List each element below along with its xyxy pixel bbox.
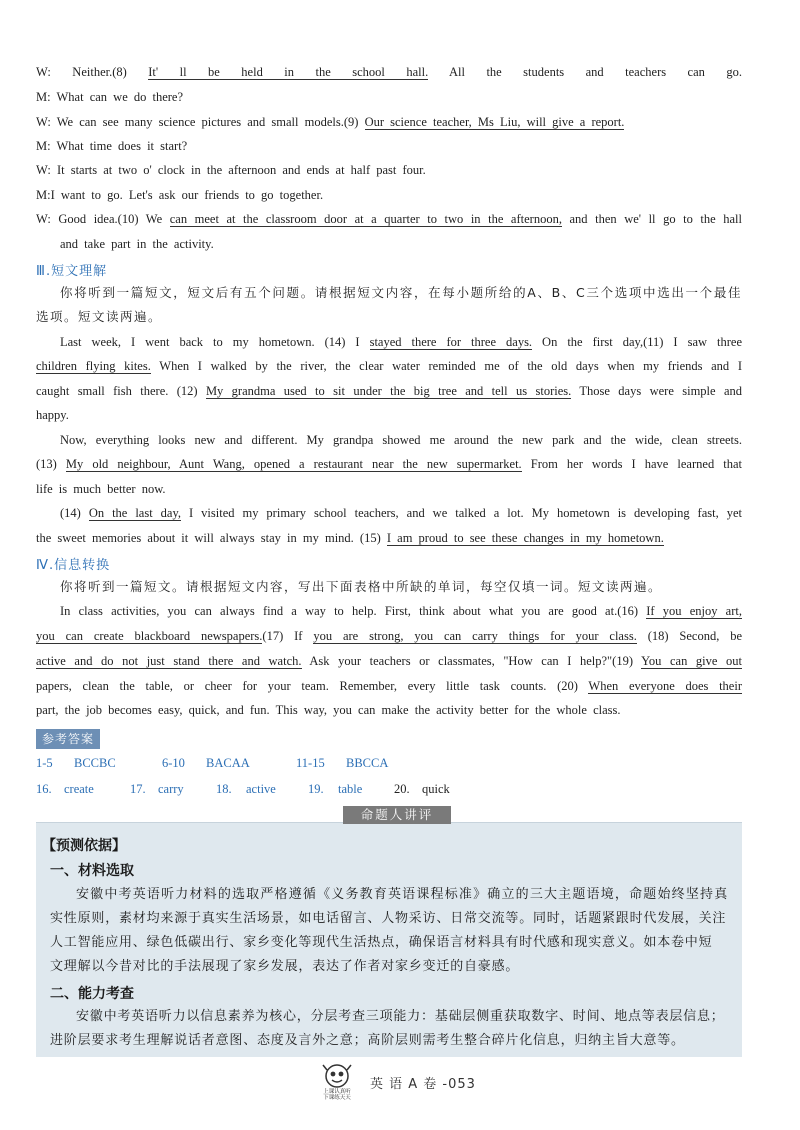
passage-line: part, the job becomes easy, quick, and fun. This way, you can make the activity better for the whole class. bbox=[36, 703, 621, 717]
dialogue-line: M: What can we do there? bbox=[36, 90, 184, 104]
svg-text:下课练天天: 下课练天天 bbox=[323, 1095, 351, 1100]
section-title: Ⅳ.信息转换 bbox=[36, 558, 111, 573]
section-instruction: 你将听到一篇短文。请根据短文内容，写出下面表格中所缺的单词，每空仅填一词。短文读两遍。 bbox=[60, 579, 663, 594]
dialogue-line: W: Good idea.(10) We can meet at the classroom door at a quarter to two in the afternoon, and then we' ll go to the hall bbox=[36, 212, 742, 226]
answer-number: 17. bbox=[130, 782, 146, 796]
commentary-subheading: 一、材料选取 bbox=[50, 863, 134, 879]
commentary-tag: 命题人讲评 bbox=[343, 806, 451, 824]
passage-line: Last week, I went back to my hometown. (14) I stayed there for three days. On the first day,(11) I saw three bbox=[60, 335, 742, 349]
commentary-paragraph: 安徽中考英语听力以信息素养为核心，分层考查三项能力：基础层侧重获取数字、时间、地点等表层信息； 进阶层要求考生理解说话者意图、态度及言外之意；高阶层则需考生整合碎片化信息，归纳主旨大意等。 bbox=[50, 1009, 725, 1048]
svg-text:上课认真听: 上课认真听 bbox=[323, 1089, 351, 1095]
section-title: Ⅲ.短文理解 bbox=[36, 264, 108, 279]
dialogue-line: W: It starts at two o' clock in the afternoon and ends at half past four. bbox=[36, 163, 426, 177]
commentary-panel bbox=[36, 822, 742, 1057]
answer-value: create bbox=[64, 782, 94, 796]
dialogue-line: W: Neither.(8) It' ll be held in the school hall. All the students and teachers can go. bbox=[36, 65, 743, 79]
answer-value: active bbox=[246, 782, 276, 796]
answer-number: 19. bbox=[308, 782, 324, 796]
commentary-paragraph: 安徽中考英语听力材料的选取严格遵循《义务教育英语课程标准》确立的三大主题语境，命题始终坚持真 实性原则，素材均来源于真实生活场景，如电话留言、人物采访、日常交流等。同时，话题紧跟时代发展，关注 人工智能应用、绿色低碳出行、家乡变化等现代生活热点，确保语言材料具有时代感和现实意义。如本卷中短 文理解以今昔对比的手法展现了家乡发展，表达了作者对家乡变迁的自豪感。 bbox=[50, 887, 728, 974]
answer-range: 6-10 bbox=[162, 756, 185, 770]
mascot-logo-icon bbox=[312, 1062, 362, 1100]
passage-line: Now, everything looks new and different. My grandpa showed me around the new park and the wide, clean streets. bbox=[60, 433, 742, 447]
passage-line: active and do not just stand there and watch. Ask your teachers or classmates, "How can I help?"(19) You can give out bbox=[36, 654, 742, 668]
passage-line: you can create blackboard newspapers.(17) If you are strong, you can carry things for your class. (18) Second, be bbox=[36, 629, 743, 643]
passage-line: happy. bbox=[36, 408, 69, 422]
dialogue-line: M:I want to go. Let's ask our friends to go together. bbox=[36, 188, 324, 202]
answer-value: BACAA bbox=[206, 756, 250, 770]
dialogue-line: and take part in the activity. bbox=[60, 237, 214, 251]
answer-range: 1-5 bbox=[36, 756, 53, 770]
answer-number: 16. bbox=[36, 782, 52, 796]
passage-line: papers, clean the table, or cheer for your team. Remember, every little task counts. (20) When everyone does their bbox=[36, 679, 742, 693]
passage-line: In class activities, you can always find a way to help. First, think about what you are good at.(16) If you enjoy art, bbox=[60, 604, 742, 618]
dialogue-line: W: We can see many science pictures and small models.(9) Our science teacher, Ms Liu, will give a report. bbox=[36, 115, 625, 129]
section-instruction: 你将听到一篇短文，短文后有五个问题。请根据短文内容，在每小题所给的A、B、C三个选项中选出一个最佳 bbox=[60, 285, 742, 300]
dialogue-line: M: What time does it start? bbox=[36, 139, 188, 153]
passage-line: children flying kites. When I walked by the river, the clear water reminded me of the old days when my friends and I bbox=[36, 359, 742, 373]
answer-value: quick bbox=[422, 782, 450, 796]
answer-value: table bbox=[338, 782, 363, 796]
passage-line: (13) My old neighbour, Aunt Wang, opened a restaurant near the new supermarket. From her words I have learned that bbox=[36, 457, 742, 471]
answer-key-tag: 参考答案 bbox=[36, 729, 100, 749]
page-number-label: 英 语 A 卷 -053 bbox=[370, 1077, 476, 1092]
answer-value: BBCCA bbox=[346, 756, 389, 770]
passage-line: (14) On the last day, I visited my primary school teachers, and we talked a lot. My hometown is developing fast, yet bbox=[60, 506, 742, 520]
answer-value: BCCBC bbox=[74, 756, 116, 770]
answer-number: 20. bbox=[394, 782, 410, 796]
section-instruction: 选项。短文读两遍。 bbox=[36, 309, 163, 324]
page-footer bbox=[312, 1062, 512, 1102]
answer-value: carry bbox=[158, 782, 184, 796]
answer-number: 18. bbox=[216, 782, 232, 796]
passage-line: the sweet memories about it will always stay in my mind. (15) I am proud to see these changes in my hometown. bbox=[36, 531, 664, 545]
passage-line: caught small fish there. (12) My grandma used to sit under the big tree and tell us stories. Those days were simple and bbox=[36, 384, 742, 398]
commentary-subheading: 二、能力考查 bbox=[50, 986, 134, 1002]
commentary-heading: 【预测依据】 bbox=[42, 838, 126, 854]
answer-range: 11-15 bbox=[296, 756, 325, 770]
passage-line: life is much better now. bbox=[36, 482, 166, 496]
